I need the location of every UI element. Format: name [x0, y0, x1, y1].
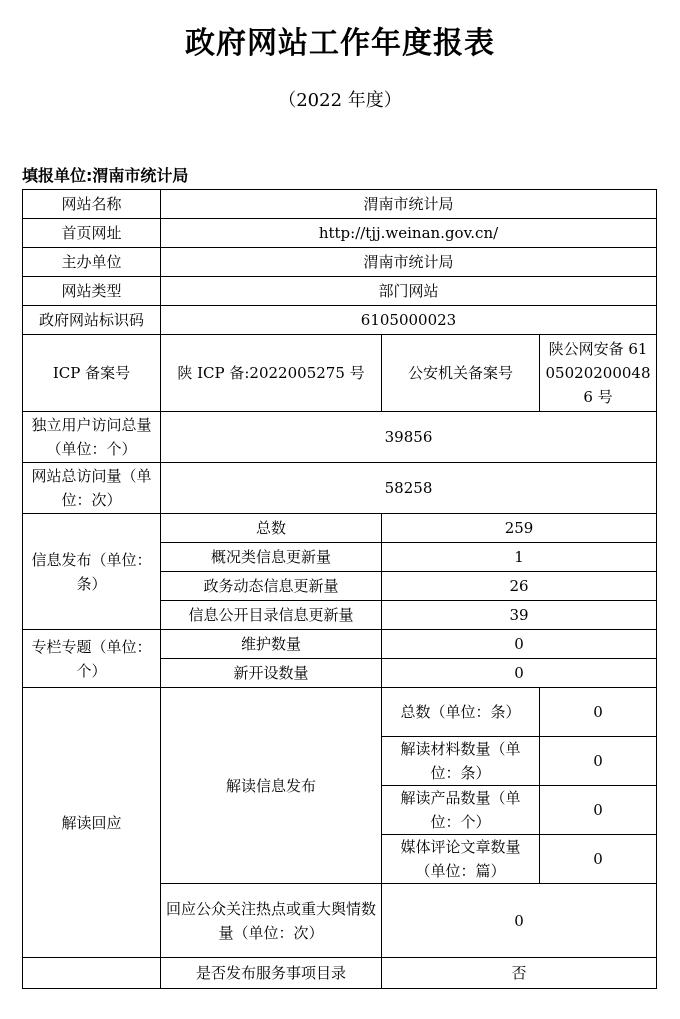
columns-item-value: 0 [382, 630, 657, 659]
page-title: 政府网站工作年度报表 [185, 26, 495, 61]
police-record-label: 公安机关备案号 [382, 335, 540, 412]
table-row [23, 514, 657, 543]
info-publish-item-label: 总数 [161, 514, 382, 543]
service-catalog-blank [23, 958, 161, 989]
info-publish-item-value: 259 [382, 514, 657, 543]
columns-item-value: 0 [382, 659, 657, 688]
sponsor-label: 主办单位 [23, 248, 161, 277]
columns-item-label: 新开设数量 [161, 659, 382, 688]
table-row [23, 463, 657, 514]
site-type-label: 网站类型 [23, 277, 161, 306]
site-name-value: 渭南市统计局 [161, 190, 657, 219]
interpret-item-value: 0 [540, 786, 657, 835]
info-publish-item-value: 26 [382, 572, 657, 601]
info-publish-item-label: 信息公开目录信息更新量 [161, 601, 382, 630]
reporting-unit: 填报单位:渭南市统计局 [22, 166, 189, 185]
site-type-value: 部门网站 [161, 277, 657, 306]
interpret-item-label: 总数（单位：条） [382, 688, 540, 737]
report-year: （2022 年度） [278, 90, 402, 111]
table-row [23, 335, 657, 412]
report-table [22, 189, 657, 989]
site-name-label: 网站名称 [23, 190, 161, 219]
site-code-value: 6105000023 [161, 306, 657, 335]
table-row [23, 248, 657, 277]
table-row [23, 412, 657, 463]
info-publish-item-value: 1 [382, 543, 657, 572]
info-publish-label: 信息发布（单位：条） [23, 514, 161, 630]
interpret-item-value: 0 [540, 688, 657, 737]
total-visits-value: 58258 [161, 463, 657, 514]
police-record-value: 陕公网安备 61050202000486 号 [540, 335, 657, 412]
table-row [23, 958, 657, 989]
table-row [23, 306, 657, 335]
table-row [23, 630, 657, 659]
service-catalog-value: 否 [382, 958, 657, 989]
interpret-sub-label: 解读信息发布 [161, 688, 382, 884]
unique-visitors-label: 独立用户访问总量（单位：个） [23, 412, 161, 463]
table-row [23, 190, 657, 219]
interpret-item-label: 媒体评论文章数量（单位：篇） [382, 835, 540, 884]
service-catalog-label: 是否发布服务事项目录 [161, 958, 382, 989]
sponsor-value: 渭南市统计局 [161, 248, 657, 277]
interpret-item-label: 解读材料数量（单位：条） [382, 737, 540, 786]
icp-value: 陕 ICP 备:2022005275 号 [161, 335, 382, 412]
table-row [23, 688, 657, 737]
hotspot-label: 回应公众关注热点或重大舆情数量（单位：次） [161, 884, 382, 958]
unique-visitors-value: 39856 [161, 412, 657, 463]
homepage-label: 首页网址 [23, 219, 161, 248]
columns-item-label: 维护数量 [161, 630, 382, 659]
homepage-value: http://tjj.weinan.gov.cn/ [161, 219, 657, 248]
interpret-item-label: 解读产品数量（单位：个） [382, 786, 540, 835]
info-publish-item-label: 政务动态信息更新量 [161, 572, 382, 601]
icp-label: ICP 备案号 [23, 335, 161, 412]
hotspot-value: 0 [382, 884, 657, 958]
interpret-item-value: 0 [540, 737, 657, 786]
info-publish-item-label: 概况类信息更新量 [161, 543, 382, 572]
columns-label: 专栏专题（单位：个） [23, 630, 161, 688]
site-code-label: 政府网站标识码 [23, 306, 161, 335]
table-row [23, 277, 657, 306]
interpret-label: 解读回应 [23, 688, 161, 958]
info-publish-item-value: 39 [382, 601, 657, 630]
table-row [23, 219, 657, 248]
interpret-item-value: 0 [540, 835, 657, 884]
total-visits-label: 网站总访问量（单位：次） [23, 463, 161, 514]
